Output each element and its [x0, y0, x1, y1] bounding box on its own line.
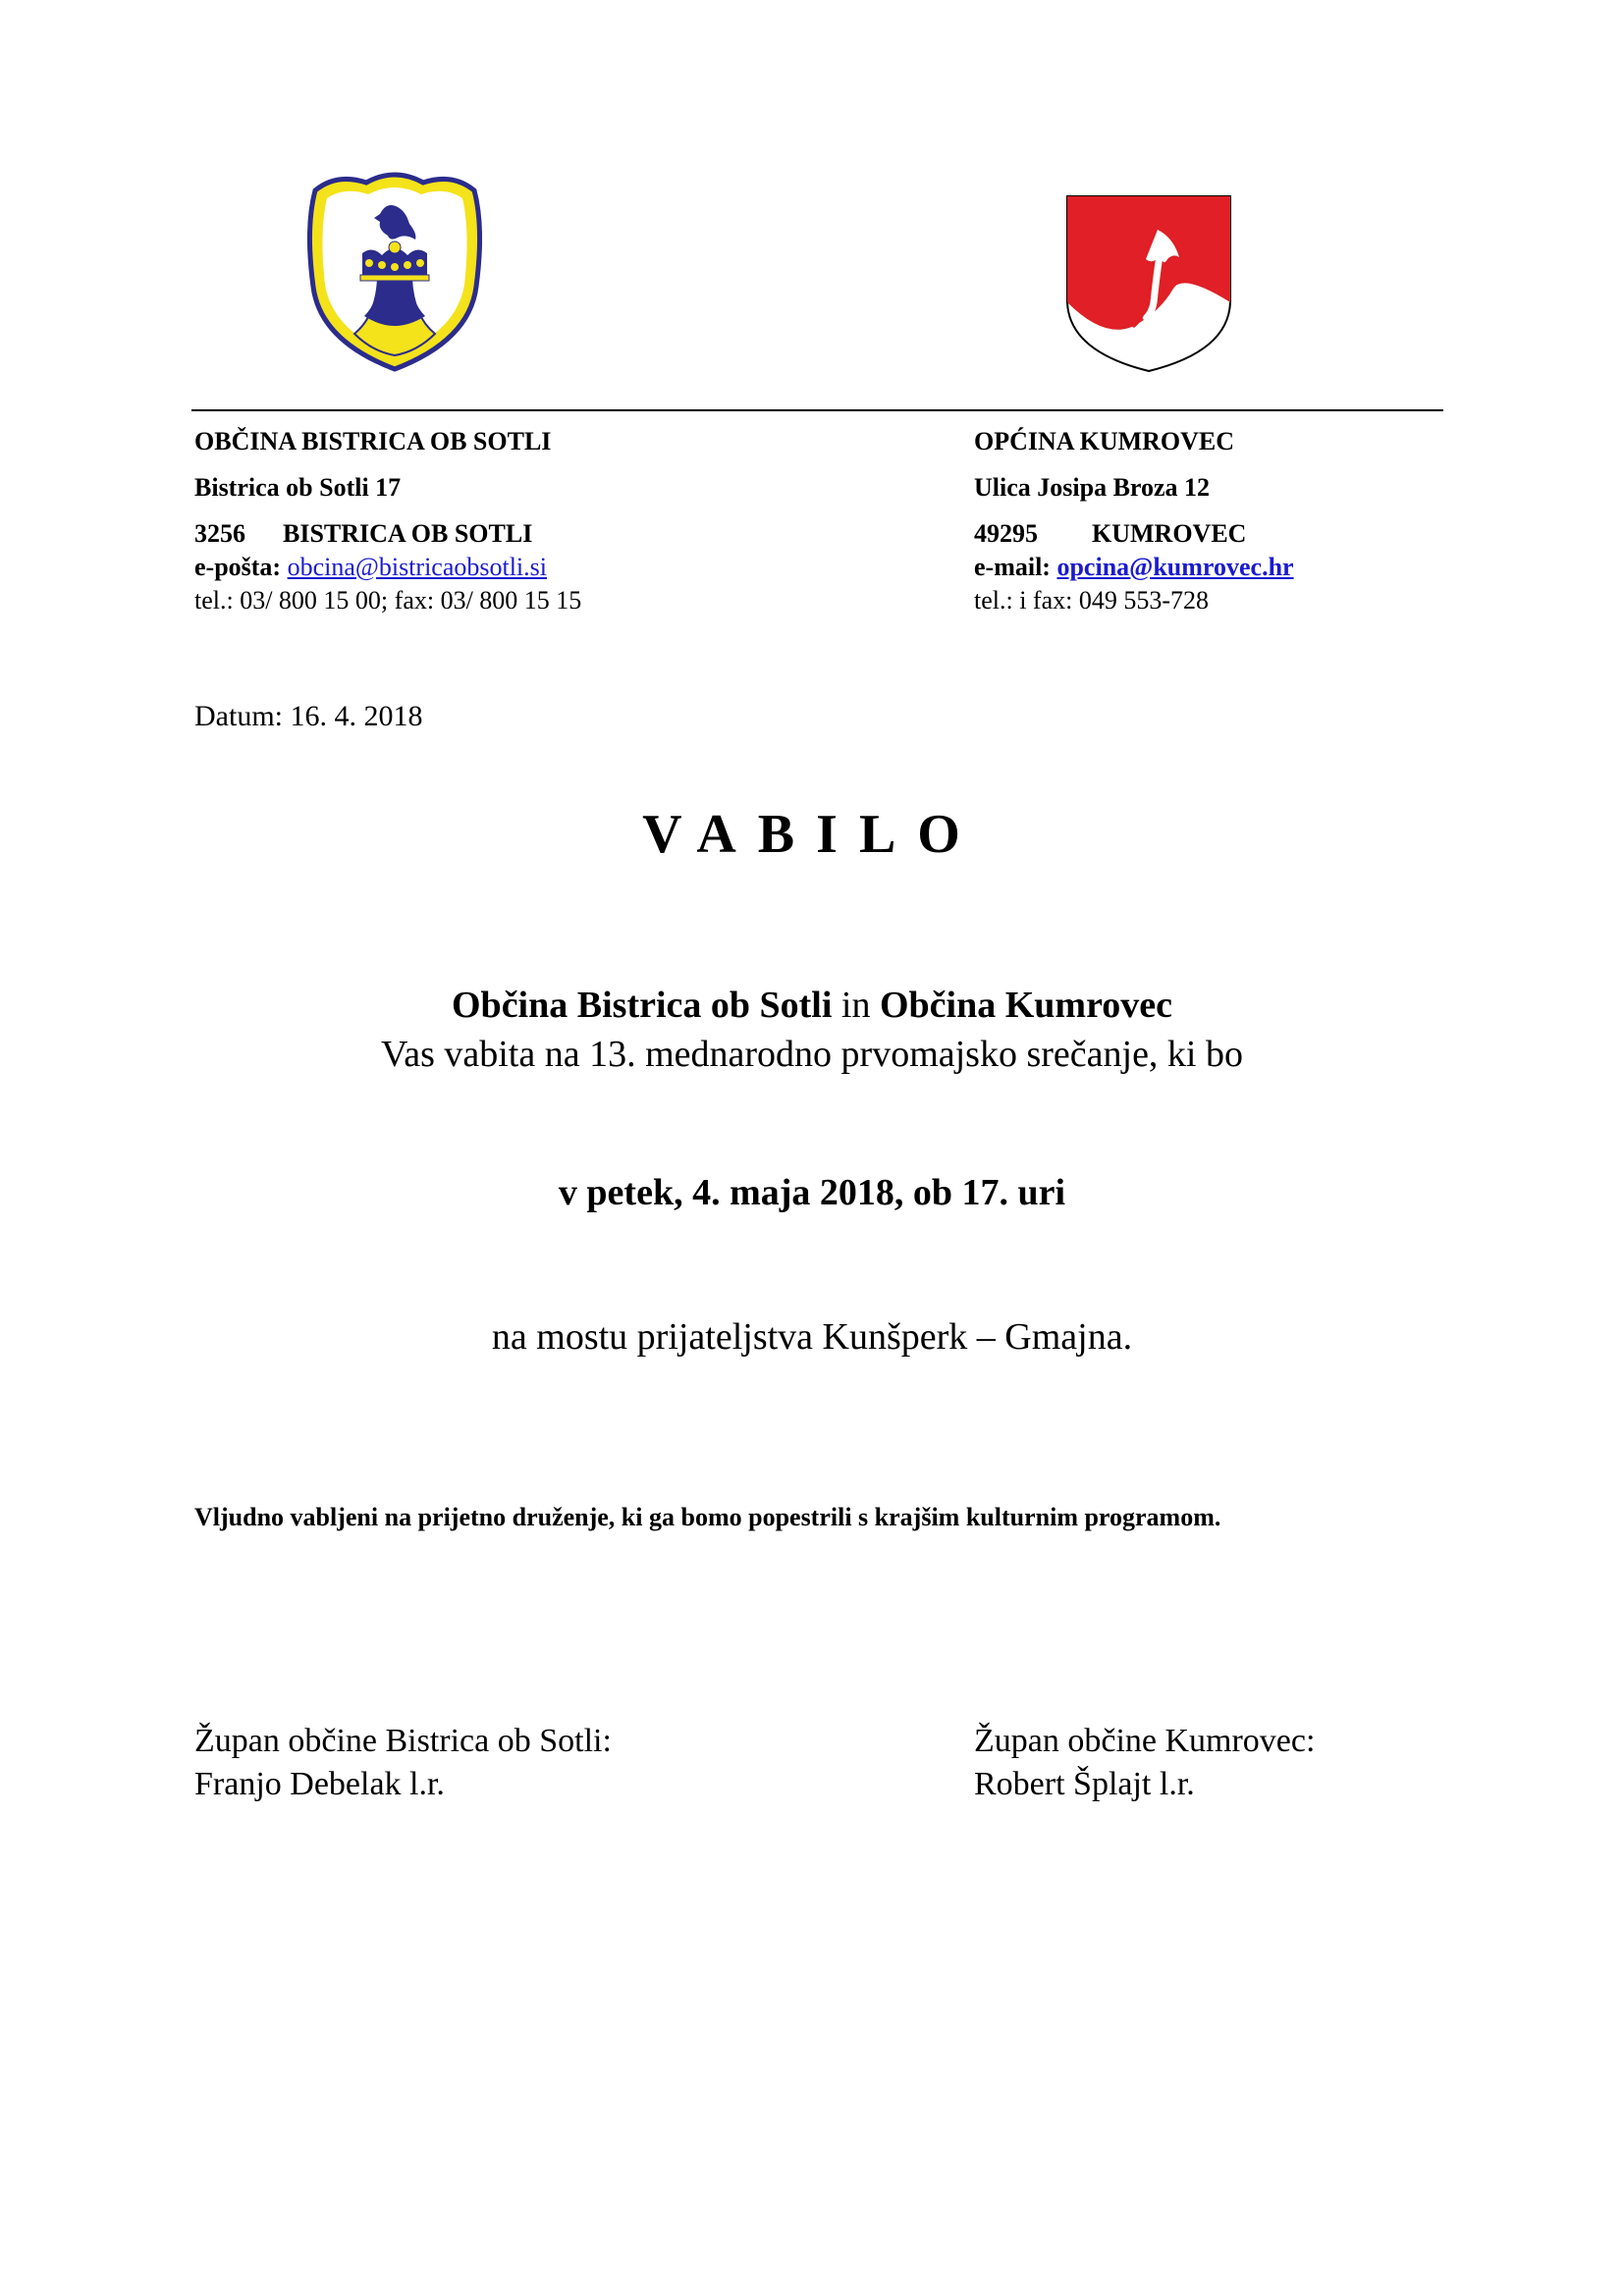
left-signature-name: Franjo Debelak l.r. — [194, 1766, 445, 1802]
right-email-link[interactable]: opcina@kumrovec.hr — [1056, 553, 1294, 581]
left-postal-line — [194, 517, 581, 551]
right-street: Ulica Josipa Broza 12 — [974, 473, 1211, 502]
left-signature — [194, 1720, 612, 1806]
document-title: VABILO — [642, 804, 982, 865]
right-email-line — [974, 551, 1294, 584]
left-email-label: e-pošta: — [194, 553, 282, 581]
event-date-time: v petek, 4. maja 2018, ob 17. uri — [558, 1172, 1066, 1213]
left-phone-fax: tel.: 03/ 800 15 00; fax: 03/ 800 15 15 — [194, 586, 582, 614]
inviting-organizations — [0, 984, 1624, 1027]
left-postcode: 3256 — [194, 519, 245, 548]
right-postcode: 49295 — [974, 519, 1038, 548]
invitation-line: Vas vabita na 13. mednarodno prvomajsko srečanje, ki bo — [381, 1034, 1243, 1075]
event-location: na mostu prijateljstva Kunšperk – Gmajna. — [491, 1316, 1133, 1358]
closing-note: Vljudno vabljeni na prijetno druženje, ki ga bomo popestrili s krajšim kulturnim programom. — [194, 1503, 1221, 1531]
right-signature-name: Robert Šplajt l.r. — [974, 1766, 1195, 1802]
header-rule — [191, 409, 1443, 411]
left-city: BISTRICA OB SOTLI — [283, 519, 533, 548]
right-email-label: e-mail: — [974, 553, 1051, 581]
org1-name: Občina Bistrica ob Sotli — [452, 985, 833, 1026]
document-date: Datum: 16. 4. 2018 — [194, 700, 423, 732]
right-city: KUMROVEC — [1092, 519, 1247, 548]
bistrica-coat-of-arms — [307, 169, 482, 373]
right-postal-line — [974, 517, 1294, 551]
right-phone-fax: tel.: i fax: 049 553-728 — [974, 586, 1210, 614]
org2-name: Občina Kumrovec — [879, 985, 1172, 1026]
left-address-block — [194, 425, 581, 617]
left-email-link[interactable]: obcina@bistricaobsotli.si — [287, 553, 547, 581]
right-signature-title: Župan občine Kumrovec: — [974, 1723, 1316, 1759]
right-address-block — [974, 425, 1294, 617]
left-email-line — [194, 551, 581, 584]
kumrovec-coat-of-arms — [1065, 194, 1232, 373]
conjunction: in — [840, 985, 871, 1026]
right-signature — [974, 1720, 1315, 1806]
left-municipality-name: OBČINA BISTRICA OB SOTLI — [194, 427, 552, 455]
right-municipality-name: OPĆINA KUMROVEC — [974, 427, 1235, 455]
left-street: Bistrica ob Sotli 17 — [194, 473, 402, 502]
left-signature-title: Župan občine Bistrica ob Sotli: — [194, 1723, 612, 1759]
